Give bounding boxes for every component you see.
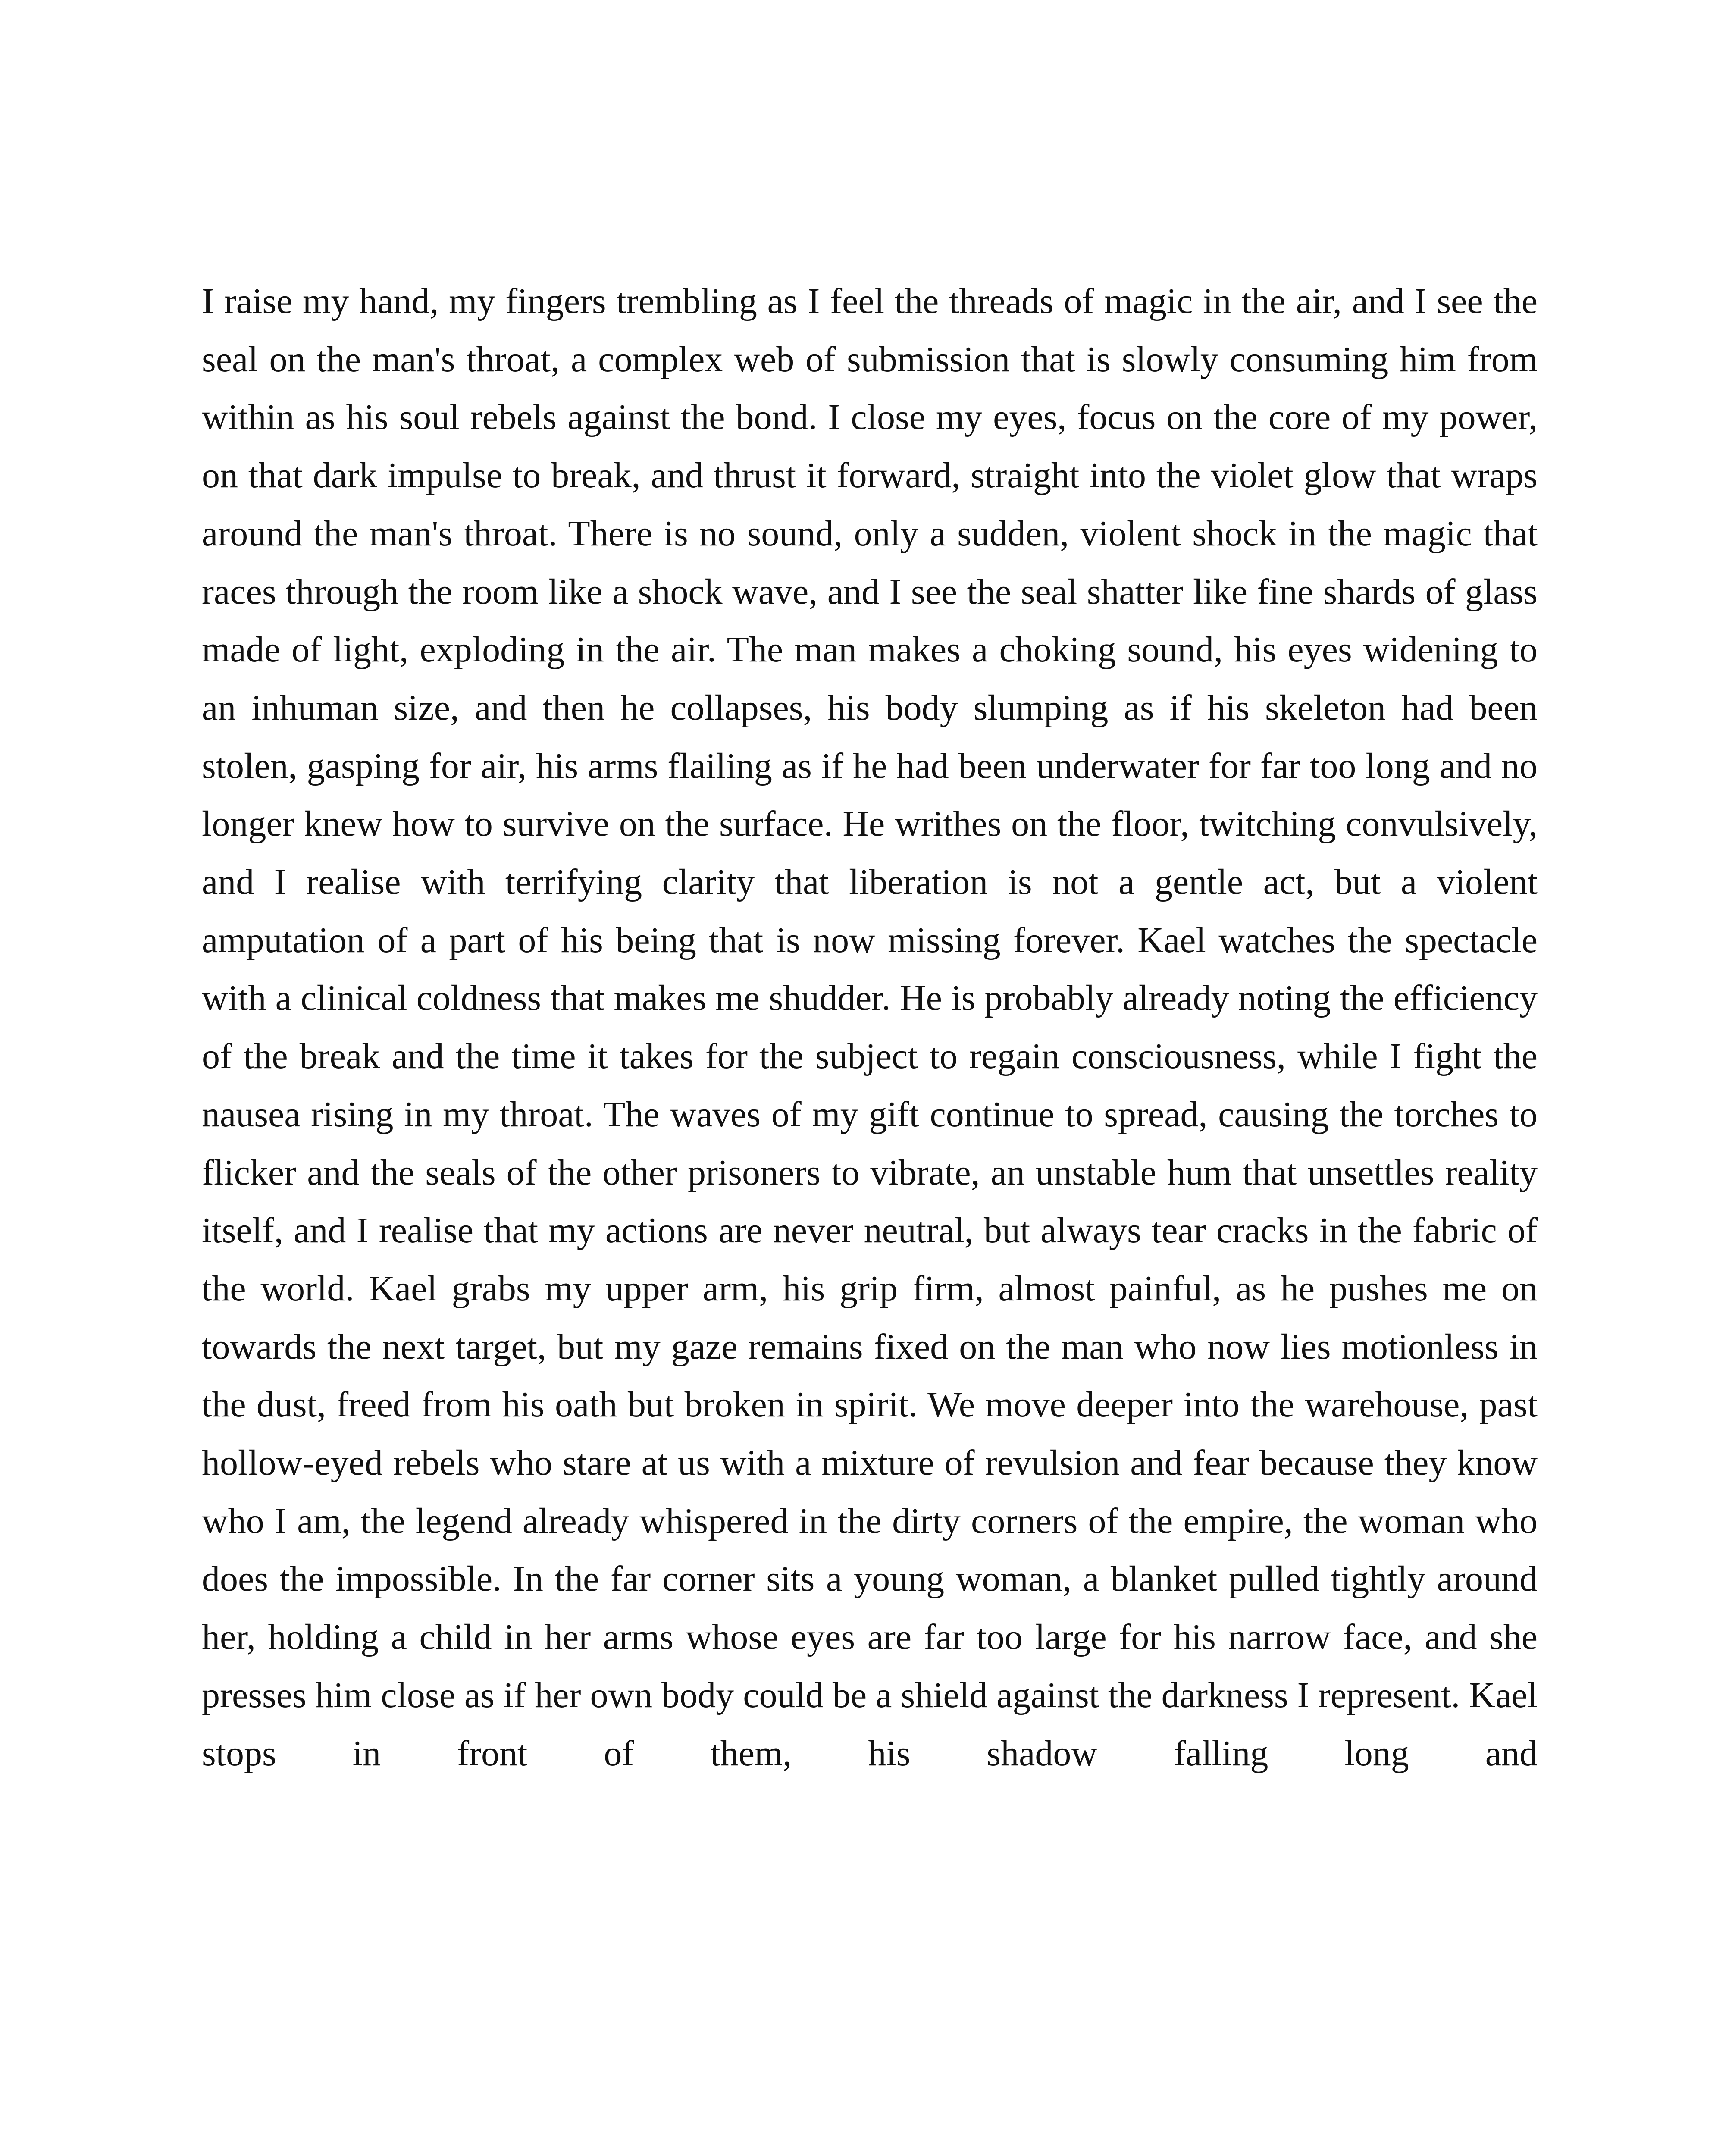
body-paragraph: I raise my hand, my fingers trembling as I feel the threads of magic in the air, and I see the seal on the man's throat, a complex web of submission that is slowly consuming him from within as his soul rebels against the bond. I close my eyes, focus on the core of my power, on that dark impulse to break, and thrust it forward, straight into the violet glow that wraps around the man's throat. There is no sound, only a sudden, violent shock in the magic that races through the room like a shock wave, and I see the seal shatter like fine shards of glass made of light, exploding in the air. The man makes a choking sound, his eyes widening to an inhuman size, and then he collapses, his body slumping as if his skeleton had been stolen, gasping for air, his arms flailing as if he had been underwater for far too long and no longer knew how to survive on the surface. He writhes on the floor, twitching convulsively, and I realise with terrifying clarity that liberation is not a gentle act, but a violent amputation of a part of his being that is now missing forever. Kael watches the spectacle with a clinical coldness that makes me shudder. He is probably already noting the efficiency of the break and the time it takes for the subject to regain consciousness, while I fight the nausea rising in my throat. The waves of my gift continue to spread, causing the torches to flicker and the seals of the other prisoners to vibrate, an unstable hum that unsettles reality itself, and I realise that my actions are never neutral, but always tear cracks in the fabric of the world. Kael grabs my upper arm, his grip firm, almost painful, as he pushes me on towards the next target, but my gaze remains fixed on the man who now lies motionless in the dust, freed from his oath but broken in spirit. We move deeper into the warehouse, past hollow-eyed rebels who stare at us with a mixture of revulsion and fear because they know who I am, the legend already whispered in the dirty corners of the empire, the woman who does the impossible. In the far corner sits a young woman, a blanket pulled tightly around her, holding a child in her arms whose eyes are far too large for his narrow face, and she presses him close as if her own body could be a shield against the darkness I represent. Kael stops in front of them, his shadow falling long and [202, 281, 1538, 1774]
